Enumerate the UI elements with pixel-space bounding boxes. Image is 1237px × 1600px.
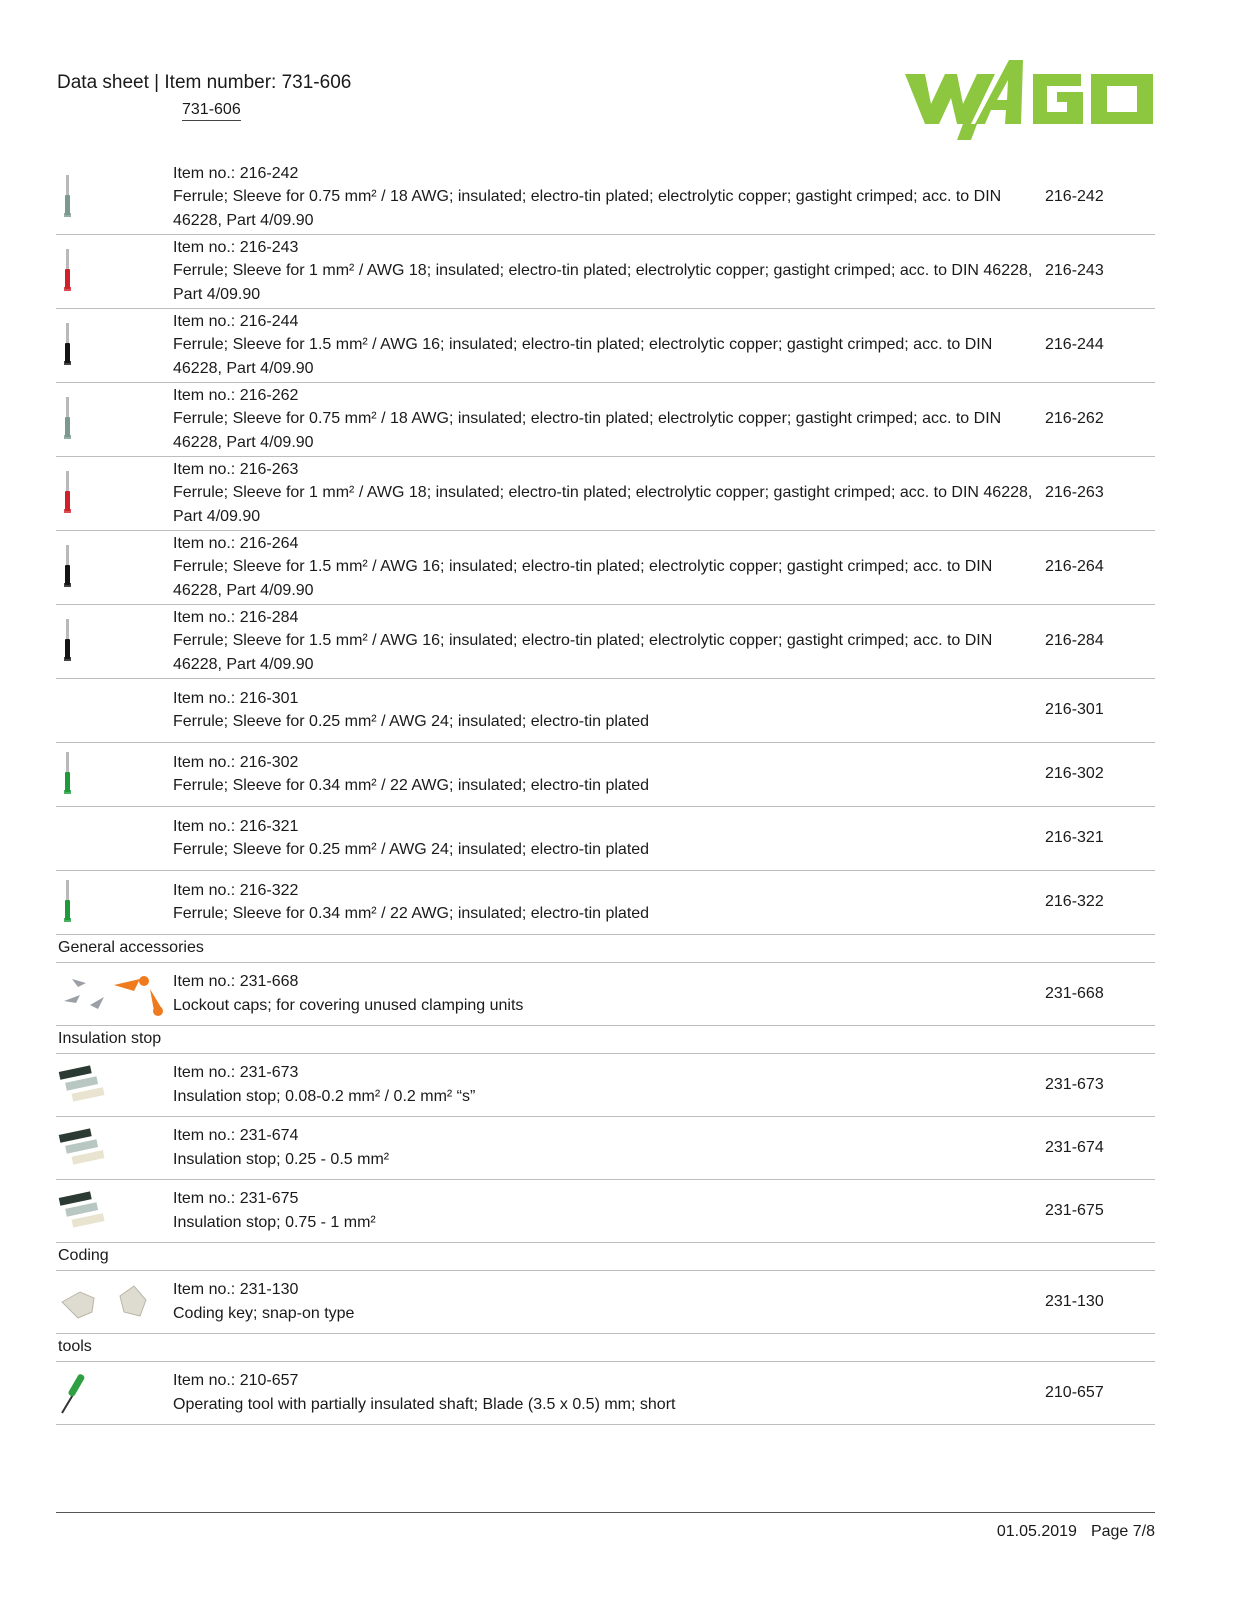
product-image-cell	[56, 604, 173, 678]
item-number[interactable]: 231-668	[1045, 984, 1104, 1002]
item-title: Item no.: 216-243	[173, 238, 299, 256]
table-row	[56, 1270, 1155, 1333]
accessories-table	[56, 160, 1155, 1425]
item-title: Item no.: 216-262	[173, 386, 299, 404]
item-description: Ferrule; Sleeve for 0.34 mm² / 22 AWG; insulated; electro-tin plated	[173, 777, 650, 794]
item-number-link[interactable]: 731-606	[182, 101, 241, 121]
item-number-cell	[1043, 456, 1155, 530]
item-title: Item no.: 216-284	[173, 608, 299, 626]
section-header-tools	[56, 1333, 1155, 1361]
item-number-cell	[1043, 806, 1155, 870]
item-title: Item no.: 231-675	[173, 1190, 299, 1207]
footer	[997, 1523, 1155, 1541]
table-row	[56, 962, 1155, 1025]
green-ferrule-icon	[56, 750, 173, 798]
table-row	[56, 1116, 1155, 1179]
item-number-cell	[1043, 870, 1155, 934]
product-image-cell	[56, 456, 173, 530]
item-number-cell	[1043, 1179, 1155, 1242]
black-ferrule-icon	[56, 617, 173, 665]
section-label: Insulation stop	[56, 1025, 1155, 1053]
section-header-coding	[56, 1242, 1155, 1270]
product-image-cell	[56, 678, 173, 742]
table-row	[56, 678, 1155, 742]
item-number-cell	[1043, 234, 1155, 308]
item-number[interactable]: 216-321	[1045, 829, 1104, 847]
footer-page: Page 7/8	[1090, 1523, 1155, 1540]
item-description: Ferrule; Sleeve for 1.5 mm² / AWG 16; insulated; electro-tin plated; electrolytic copper; gastight crimped; acc. to DIN 46228, Part 4/09.90	[173, 336, 993, 377]
item-number[interactable]: 231-673	[1045, 1075, 1104, 1093]
item-title: Item no.: 216-263	[173, 460, 299, 478]
item-title: Item no.: 210-657	[173, 1372, 299, 1389]
item-title: Item no.: 216-301	[173, 689, 299, 707]
item-number-cell	[1043, 1361, 1155, 1424]
item-number[interactable]: 216-244	[1045, 336, 1104, 354]
table-row	[56, 806, 1155, 870]
item-description-cell	[173, 1053, 1043, 1116]
item-number[interactable]: 231-130	[1045, 1292, 1104, 1310]
table-row	[56, 1053, 1155, 1116]
black-ferrule-icon	[56, 321, 173, 369]
insulation-stop-icon	[56, 1189, 173, 1233]
item-description-cell	[173, 1270, 1043, 1333]
table-row	[56, 742, 1155, 806]
product-image-cell	[56, 1361, 173, 1424]
section-label: Coding	[56, 1242, 1155, 1270]
item-number-cell	[1043, 742, 1155, 806]
item-number[interactable]: 216-322	[1045, 893, 1104, 911]
item-title: Item no.: 231-673	[173, 1064, 299, 1081]
item-description-cell	[173, 1116, 1043, 1179]
coding-key-icon	[56, 1280, 173, 1324]
item-description-cell	[173, 806, 1043, 870]
red-ferrule-icon	[56, 469, 173, 517]
item-description: Ferrule; Sleeve for 1.5 mm² / AWG 16; insulated; electro-tin plated; electrolytic copper; gastight crimped; acc. to DIN 46228, Part 4/09.90	[173, 632, 993, 673]
footer-divider	[56, 1512, 1155, 1513]
footer-date: 01.05.2019	[996, 1523, 1077, 1540]
table-row	[56, 382, 1155, 456]
item-number-cell	[1043, 1270, 1155, 1333]
item-number[interactable]: 216-242	[1045, 188, 1104, 205]
product-image-cell	[56, 962, 173, 1025]
item-description: Lockout caps; for covering unused clamping units	[173, 996, 524, 1014]
item-description-cell	[173, 678, 1043, 742]
green-ferrule-icon	[56, 878, 173, 926]
item-number[interactable]: 210-657	[1045, 1383, 1104, 1401]
item-number[interactable]: 216-262	[1045, 410, 1104, 428]
item-description: Ferrule; Sleeve for 1.5 mm² / AWG 16; insulated; electro-tin plated; electrolytic copper; gastight crimped; acc. to DIN 46228, Part 4/09.90	[173, 558, 993, 599]
table-row	[56, 870, 1155, 934]
item-description: Ferrule; Sleeve for 0.25 mm² / AWG 24; insulated; electro-tin plated	[173, 841, 650, 858]
lockout-caps-icon	[56, 971, 173, 1017]
page-title: Data sheet | Item number: 731-606	[57, 72, 352, 93]
item-number-cell	[1043, 1116, 1155, 1179]
item-description: Insulation stop; 0.25 - 0.5 mm²	[173, 1150, 390, 1168]
item-title: Item no.: 231-130	[173, 1281, 299, 1298]
item-description: Ferrule; Sleeve for 0.75 mm² / 18 AWG; insulated; electro-tin plated; electrolytic copper; gastight crimped; acc. to DIN 46228, Part 4/09.90	[173, 410, 1002, 451]
item-number[interactable]: 216-302	[1045, 765, 1104, 783]
product-image-cell	[56, 234, 173, 308]
product-image-cell	[56, 1116, 173, 1179]
item-number-cell	[1043, 382, 1155, 456]
item-description-cell	[173, 1179, 1043, 1242]
item-description: Ferrule; Sleeve for 1 mm² / AWG 18; insulated; electro-tin plated; electrolytic copper; gastight crimped; acc. to DIN 46228, Part 4/09.90	[173, 484, 1033, 525]
product-image-cell	[56, 1053, 173, 1116]
table-row	[56, 604, 1155, 678]
item-description-cell	[173, 1361, 1043, 1424]
insulation-stop-icon	[56, 1063, 173, 1107]
item-description-cell	[173, 742, 1043, 806]
item-number-cell	[1043, 678, 1155, 742]
item-title: Item no.: 231-674	[173, 1127, 299, 1144]
table-row	[56, 1179, 1155, 1242]
item-number[interactable]: 216-301	[1045, 701, 1104, 719]
item-number[interactable]: 216-263	[1045, 484, 1104, 502]
product-image-cell	[56, 806, 173, 870]
grey-ferrule-icon	[56, 173, 173, 221]
item-description-cell	[173, 456, 1043, 530]
insulation-stop-icon	[56, 1126, 173, 1170]
item-description: Ferrule; Sleeve for 1 mm² / AWG 18; insulated; electro-tin plated; electrolytic copper; gastight crimped; acc. to DIN 46228, Part 4/09.90	[173, 262, 1033, 303]
table-row	[56, 308, 1155, 382]
section-header-insulation	[56, 1025, 1155, 1053]
item-description: Ferrule; Sleeve for 0.34 mm² / 22 AWG; insulated; electro-tin plated	[173, 905, 650, 922]
product-image-cell	[56, 382, 173, 456]
item-number-cell	[1043, 160, 1155, 234]
item-description: Ferrule; Sleeve for 0.75 mm² / 18 AWG; insulated; electro-tin plated; electrolytic copper; gastight crimped; acc. to DIN 46228, Part 4/09.90	[173, 188, 1002, 229]
table-row	[56, 456, 1155, 530]
product-image-cell	[56, 308, 173, 382]
item-number[interactable]: 216-264	[1045, 558, 1104, 576]
item-title: Item no.: 216-264	[173, 534, 299, 552]
item-title: Item no.: 216-302	[173, 753, 299, 771]
item-description-cell	[173, 870, 1043, 934]
item-description-cell	[173, 530, 1043, 604]
item-number-cell	[1043, 962, 1155, 1025]
item-description: Operating tool with partially insulated shaft; Blade (3.5 x 0.5) mm; short	[173, 1395, 676, 1413]
item-description-cell	[173, 234, 1043, 308]
item-number-cell	[1043, 1053, 1155, 1116]
product-image-cell	[56, 870, 173, 934]
item-description: Ferrule; Sleeve for 0.25 mm² / AWG 24; insulated; electro-tin plated	[173, 713, 650, 730]
table-row	[56, 234, 1155, 308]
product-image-cell	[56, 160, 173, 234]
section-label: General accessories	[56, 934, 1155, 962]
item-title: Item no.: 216-242	[173, 164, 299, 182]
item-description: Insulation stop; 0.08-0.2 mm² / 0.2 mm² “s”	[173, 1087, 476, 1105]
item-number[interactable]: 216-243	[1045, 262, 1104, 280]
item-description-cell	[173, 382, 1043, 456]
item-number[interactable]: 216-284	[1045, 632, 1104, 650]
screwdriver-icon	[56, 1369, 173, 1417]
product-image-cell	[56, 1179, 173, 1242]
item-number-cell	[1043, 308, 1155, 382]
item-description-cell	[173, 308, 1043, 382]
item-number[interactable]: 231-675	[1045, 1201, 1104, 1219]
grey-ferrule-icon	[56, 395, 173, 443]
item-description-cell	[173, 962, 1043, 1025]
red-ferrule-icon	[56, 247, 173, 295]
product-image-cell	[56, 742, 173, 806]
section-header-general	[56, 934, 1155, 962]
table-row	[56, 530, 1155, 604]
item-number[interactable]: 231-674	[1045, 1138, 1104, 1156]
black-ferrule-icon	[56, 543, 173, 591]
item-description: Coding key; snap-on type	[173, 1304, 355, 1322]
item-description-cell	[173, 604, 1043, 678]
item-title: Item no.: 216-244	[173, 312, 299, 330]
product-image-cell	[56, 1270, 173, 1333]
item-description-cell	[173, 160, 1043, 234]
wago-logo	[905, 58, 1155, 142]
section-label: tools	[56, 1333, 1155, 1361]
item-title: Item no.: 216-322	[173, 881, 299, 899]
table-row	[56, 160, 1155, 234]
item-title: Item no.: 231-668	[173, 973, 299, 990]
item-number-cell	[1043, 530, 1155, 604]
item-number-cell	[1043, 604, 1155, 678]
table-row	[56, 1361, 1155, 1424]
item-description: Insulation stop; 0.75 - 1 mm²	[173, 1213, 376, 1231]
item-title: Item no.: 216-321	[173, 817, 299, 835]
product-image-cell	[56, 530, 173, 604]
